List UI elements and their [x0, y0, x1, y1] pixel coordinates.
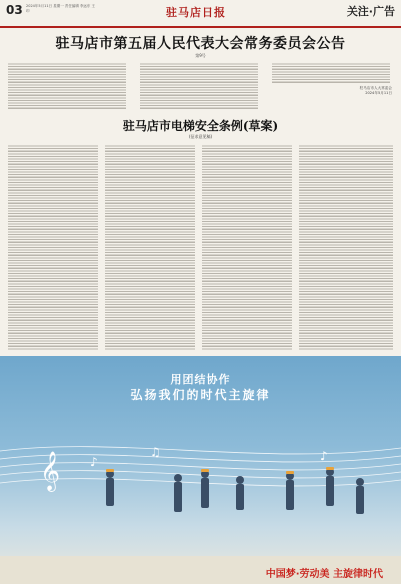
signature-org: 驻马店市人大常委会: [359, 86, 392, 90]
worker-figures: [106, 468, 364, 514]
announcement-headline: 驻马店市第五届人民代表大会常务委员会公告: [55, 36, 346, 52]
announcement-body-col-2: [140, 62, 258, 110]
banner-footer-slogan: 中国梦·劳动美 主旋律时代: [265, 569, 383, 580]
section-title: 关注·广告: [346, 5, 395, 18]
page-number: 03: [6, 3, 23, 17]
regulation-body-col-2: [105, 144, 195, 350]
announcement-body-col-3: [272, 62, 390, 84]
music-notes: [90, 445, 328, 469]
announcement-number: 第9号: [195, 53, 206, 58]
svg-text:♪: ♪: [320, 449, 328, 463]
banner-line-1: 用团结协作: [170, 373, 231, 386]
banner-line-2: 弘扬我们的时代主旋律: [130, 388, 271, 402]
public-service-banner: [0, 356, 401, 584]
banner-illustration: [0, 356, 401, 584]
announcement-signature: [302, 86, 392, 95]
svg-text:♪: ♪: [90, 455, 98, 469]
music-staff: [0, 447, 401, 486]
regulation-body-col-4: [299, 144, 393, 350]
regulation-body-col-3: [202, 144, 292, 350]
regulation-body-col-1: [8, 144, 98, 350]
treble-clef-icon: 𝄞: [40, 451, 61, 491]
newspaper-name: 驻马店日报: [166, 6, 226, 19]
signature-date: 2024年5月11日: [365, 90, 392, 95]
regulation-subtitle: (征求意见稿): [188, 134, 213, 139]
date-line: 2024年5月11日 星期一 责任编辑 李远东 王印: [26, 4, 96, 13]
announcement-body-col-1: [8, 62, 126, 110]
svg-text:♫: ♫: [150, 445, 161, 459]
masthead: [0, 0, 401, 28]
regulation-title: 驻马店市电梯安全条例(草案): [122, 119, 279, 133]
